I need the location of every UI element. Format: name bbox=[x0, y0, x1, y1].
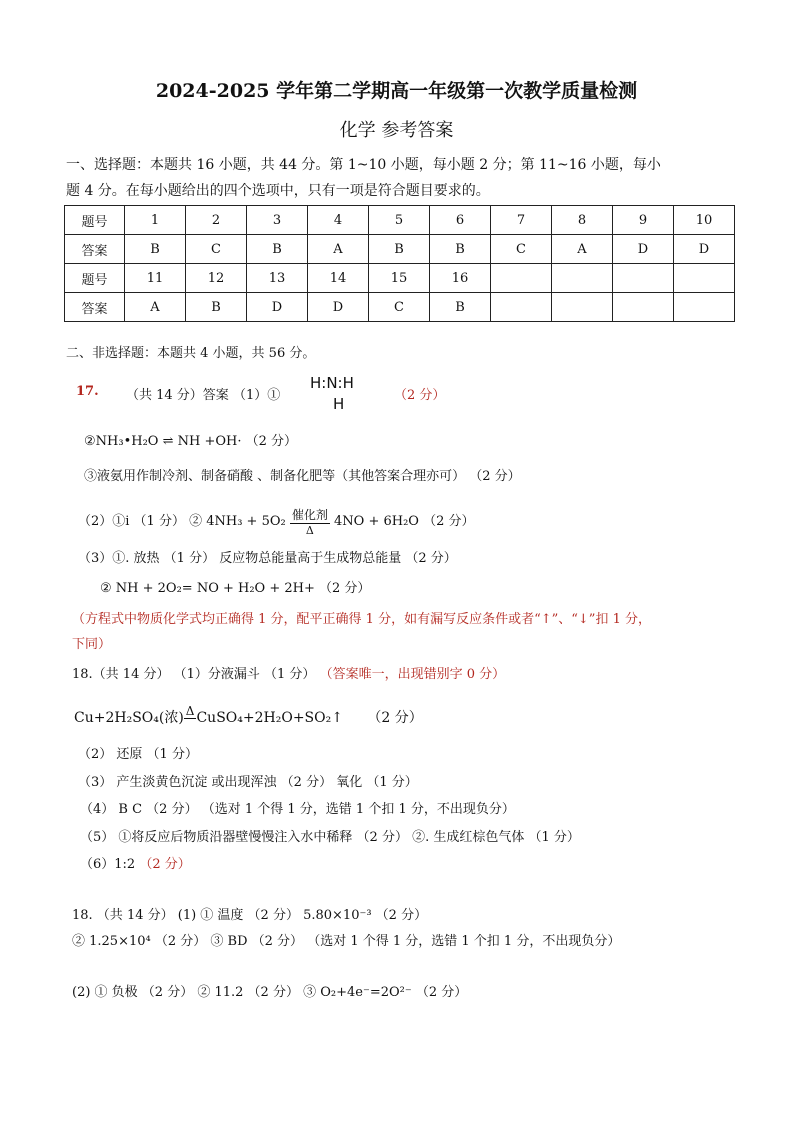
table-cell: B bbox=[369, 235, 430, 264]
q18-equation bbox=[74, 704, 423, 732]
table-cell bbox=[613, 264, 674, 293]
table-cell: C bbox=[491, 235, 552, 264]
nh3-electron-structure-top: H:N:H bbox=[310, 374, 354, 392]
table-cell: 13 bbox=[247, 264, 308, 293]
table-cell: B bbox=[186, 293, 247, 322]
q18-line3: （3） 产生淡黄色沉淀 或出现浑浊 （2 分） 氧化 （1 分） bbox=[78, 775, 418, 790]
table-cell: 16 bbox=[430, 264, 491, 293]
q19-line2 bbox=[72, 930, 620, 949]
q18-equation-right: CuSO₄+2H₂O+SO₂↑ bbox=[196, 710, 343, 726]
heat-symbol: Δ bbox=[185, 704, 195, 718]
table-cell: 15 bbox=[369, 264, 430, 293]
q19-line3: (2) ① 负极 （2 分） ② 11.2 （2 分） ③ O₂+4e⁻=2O²⁻ （2 分） bbox=[72, 985, 468, 1000]
q18-line6-text: （6）1:2 bbox=[80, 857, 136, 872]
q18-line4-note: （选对 1 个得 1 分，选错 1 个扣 1 分，不出现负分） bbox=[201, 802, 515, 817]
table-cell bbox=[552, 264, 613, 293]
table-cell: B bbox=[247, 235, 308, 264]
table-cell: 5 bbox=[369, 206, 430, 235]
nh3-electron-structure-bottom: H bbox=[333, 395, 345, 413]
table-cell-label: 答案 bbox=[65, 293, 125, 322]
table-cell: 9 bbox=[613, 206, 674, 235]
section1-intro-line1: 一、选择题：本题共 16 小题，共 44 分。第 1~10 小题，每小题 2 分；第 11~16 小题，每小 bbox=[66, 157, 661, 173]
q17-note-line1: （方程式中物质化学式均正确得 1 分，配平正确得 1 分，如有漏写反应条件或者“↑”、“↓”扣 1 分， bbox=[72, 612, 651, 627]
table-cell: 8 bbox=[552, 206, 613, 235]
table-cell: 12 bbox=[186, 264, 247, 293]
q17-number: 17. bbox=[76, 384, 99, 399]
q18-line4-text: （4） B C （2 分） bbox=[80, 802, 198, 817]
q18-line2: （2） 还原 （1 分） bbox=[78, 747, 198, 762]
table-cell: D bbox=[308, 293, 369, 322]
q17-line4-right: 4NO + 6H₂O （2 分） bbox=[334, 514, 475, 529]
table-cell: B bbox=[430, 293, 491, 322]
q19-line2-note: （选对 1 个得 1 分，选错 1 个扣 1 分，不出现负分） bbox=[307, 934, 621, 949]
q18-line5: （5） ①将反应后物质沿器壁慢慢注入水中稀释 （2 分） ②. 生成红棕色气体 （1 分） bbox=[80, 830, 580, 845]
table-cell: D bbox=[247, 293, 308, 322]
table-cell-label: 题号 bbox=[65, 264, 125, 293]
q17-line6: ② NH + 2O₂= NO + H₂O + 2H+ （2 分） bbox=[100, 581, 371, 596]
table-cell-label: 题号 bbox=[65, 206, 125, 235]
table-cell: 7 bbox=[491, 206, 552, 235]
table-cell: A bbox=[308, 235, 369, 264]
q17-line4 bbox=[78, 506, 475, 537]
table-cell: A bbox=[125, 293, 186, 322]
table-row bbox=[65, 235, 735, 264]
table-cell: 3 bbox=[247, 206, 308, 235]
table-cell: D bbox=[613, 235, 674, 264]
table-cell: A bbox=[552, 235, 613, 264]
section2-intro: 二、非选择题：本题共 4 小题，共 56 分。 bbox=[66, 346, 316, 361]
q19-line2-text: ② 1.25×10⁴ （2 分） ③ BD （2 分） bbox=[72, 934, 304, 949]
table-cell: 14 bbox=[308, 264, 369, 293]
table-cell bbox=[674, 293, 735, 322]
table-cell: 11 bbox=[125, 264, 186, 293]
q18-equation-left: Cu+2H₂SO₄(浓) bbox=[74, 710, 184, 726]
table-row bbox=[65, 264, 735, 293]
table-cell: B bbox=[430, 235, 491, 264]
table-cell bbox=[552, 293, 613, 322]
table-cell: B bbox=[125, 235, 186, 264]
q18-header bbox=[72, 663, 505, 682]
reaction-condition bbox=[290, 506, 330, 537]
q18-equation-score: （2 分） bbox=[367, 710, 423, 726]
q17-line3: ③液氨用作制冷剂、制备硝酸 、制备化肥等（其他答案合理亦可） （2 分） bbox=[84, 469, 521, 484]
answer-table bbox=[64, 205, 735, 322]
q18-line6-score: （2 分） bbox=[139, 857, 191, 872]
page-subtitle: 化学 参考答案 bbox=[339, 120, 454, 141]
table-cell-label: 答案 bbox=[65, 235, 125, 264]
table-cell bbox=[491, 293, 552, 322]
table-cell: 4 bbox=[308, 206, 369, 235]
table-cell: C bbox=[186, 235, 247, 264]
table-cell bbox=[491, 264, 552, 293]
q17-score1: （2 分） bbox=[394, 388, 446, 403]
table-cell: 1 bbox=[125, 206, 186, 235]
q18-line6 bbox=[80, 853, 191, 872]
table-cell: D bbox=[674, 235, 735, 264]
q18-line4 bbox=[80, 798, 515, 817]
table-cell: C bbox=[369, 293, 430, 322]
q17-line4-left: （2）①i （1 分） ② 4NH₃ + 5O₂ bbox=[78, 514, 286, 529]
q17-header: （共 14 分）答案 （1）① bbox=[126, 388, 281, 403]
heat-symbol: Δ bbox=[305, 524, 314, 537]
table-row bbox=[65, 206, 735, 235]
q17-line5: （3）①. 放热 （1 分） 反应物总能量高于生成物总能量 （2 分） bbox=[78, 551, 457, 566]
section1-intro-line2: 题 4 分。在每小题给出的四个选项中，只有一项是符合题目要求的。 bbox=[66, 183, 490, 199]
table-cell bbox=[613, 293, 674, 322]
table-cell: 6 bbox=[430, 206, 491, 235]
table-cell bbox=[674, 264, 735, 293]
q18-header-note: （答案唯一，出现错别字 0 分） bbox=[319, 667, 506, 682]
page-title: 2024-2025 学年第二学期高一年级第一次教学质量检测 bbox=[155, 80, 638, 102]
table-cell: 2 bbox=[186, 206, 247, 235]
q17-line2: ②NH₃•H₂O ⇌ NH +OH· （2 分） bbox=[84, 434, 298, 449]
q17-note-line2: 下同） bbox=[72, 637, 112, 652]
catalyst-label: 催化剂 bbox=[291, 508, 328, 522]
q19-line1: 18. （共 14 分） (1) ① 温度 （2 分） 5.80×10⁻³ （2 分） bbox=[72, 908, 428, 923]
table-row bbox=[65, 293, 735, 322]
table-cell: 10 bbox=[674, 206, 735, 235]
reaction-condition bbox=[184, 704, 197, 732]
q18-header-text: 18.（共 14 分） （1）分液漏斗 （1 分） bbox=[72, 667, 316, 682]
